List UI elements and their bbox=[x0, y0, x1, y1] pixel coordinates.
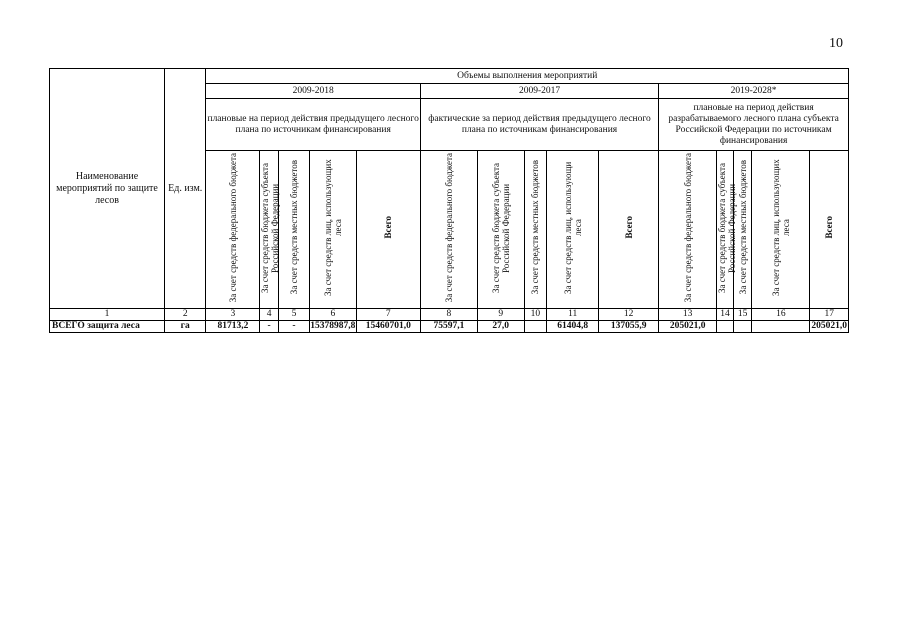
cell bbox=[524, 321, 547, 333]
header-col-7: Всего bbox=[356, 151, 420, 309]
page-number: 10 bbox=[829, 36, 843, 51]
column-number: 1 bbox=[50, 309, 165, 321]
header-col-11: За счет средств лиц, использующи леса bbox=[547, 151, 599, 309]
column-number: 13 bbox=[659, 309, 717, 321]
column-number: 4 bbox=[260, 309, 279, 321]
column-number: 2 bbox=[165, 309, 206, 321]
header-col-4: За счет средств бюджета субъекта Российской Федерации bbox=[260, 151, 279, 309]
cell: 81713,2 bbox=[206, 321, 260, 333]
cell: 205021,0 bbox=[659, 321, 717, 333]
column-number: 11 bbox=[547, 309, 599, 321]
column-number: 16 bbox=[752, 309, 810, 321]
cell: 15460701,0 bbox=[356, 321, 420, 333]
column-number: 12 bbox=[599, 309, 659, 321]
measures-table bbox=[49, 68, 849, 333]
column-number: 7 bbox=[356, 309, 420, 321]
cell bbox=[733, 321, 752, 333]
header-col-9: За счет средств бюджета субъекта Российской Федерации bbox=[477, 151, 524, 309]
cell: 205021,0 bbox=[811, 321, 848, 331]
column-number: 17 bbox=[810, 309, 849, 321]
column-number: 9 bbox=[477, 309, 524, 321]
header-period-1-description: плановые на период действия предыдущего лесного плана по источникам финансирования bbox=[206, 99, 420, 151]
row-name: ВСЕГО защита леса bbox=[50, 321, 165, 333]
cell bbox=[752, 321, 810, 333]
header-main: Объемы выполнения мероприятий bbox=[206, 69, 849, 84]
cell: - bbox=[278, 321, 309, 333]
header-col-17: Всего bbox=[810, 151, 849, 309]
row-unit: га bbox=[165, 321, 206, 333]
cell bbox=[717, 321, 734, 333]
header-col-15: За счет средств местных бюджетов bbox=[733, 151, 752, 309]
header-col-16: За счет средств лиц, использующих леса bbox=[752, 151, 810, 309]
header-col-14: За счет средств бюджета субъекта Российской Федерации bbox=[717, 151, 734, 309]
header-period-3-description: плановые на период действия разрабатываемого лесного плана субъекта Российской Федерации по источникам финансирования bbox=[659, 99, 849, 151]
header-period-2-years: 2009-2017 bbox=[420, 84, 658, 99]
header-unit: Ед. изм. bbox=[165, 69, 206, 309]
column-number: 5 bbox=[278, 309, 309, 321]
cell: - bbox=[260, 321, 279, 333]
cell: 61404,8 bbox=[547, 321, 599, 333]
header-col-5: За счет средств местных бюджетов bbox=[278, 151, 309, 309]
header-row-label: Наименование мероприятий по защите лесов bbox=[50, 69, 165, 309]
header-col-8: За счет средств федерального бюджета bbox=[420, 151, 477, 309]
column-number: 14 bbox=[717, 309, 734, 321]
column-number: 8 bbox=[420, 309, 477, 321]
cell: 27,0 bbox=[477, 321, 524, 333]
header-period-3-years: 2019-2028* bbox=[659, 84, 849, 99]
column-number: 15 bbox=[733, 309, 752, 321]
header-col-6: За счет средств лиц, использующих леса bbox=[310, 151, 357, 309]
column-number-row bbox=[50, 309, 849, 321]
header-col-3: За счет средств федерального бюджета bbox=[206, 151, 260, 309]
cell: 75597,1 bbox=[420, 321, 477, 333]
cell: 137055,9 bbox=[599, 321, 659, 333]
header-period-2-description: фактические за период действия предыдущего лесного плана по источникам финансирования bbox=[420, 99, 658, 151]
column-number: 3 bbox=[206, 309, 260, 321]
table-row bbox=[50, 321, 849, 333]
header-col-13: За счет средств федерального бюджета bbox=[659, 151, 717, 309]
header-period-1-years: 2009-2018 bbox=[206, 84, 420, 99]
column-number: 10 bbox=[524, 309, 547, 321]
header-col-12: Всего bbox=[599, 151, 659, 309]
header-col-10: За счет средств местных бюджетов bbox=[524, 151, 547, 309]
cell: 15378987,8 bbox=[310, 321, 356, 331]
column-number: 6 bbox=[310, 309, 357, 321]
